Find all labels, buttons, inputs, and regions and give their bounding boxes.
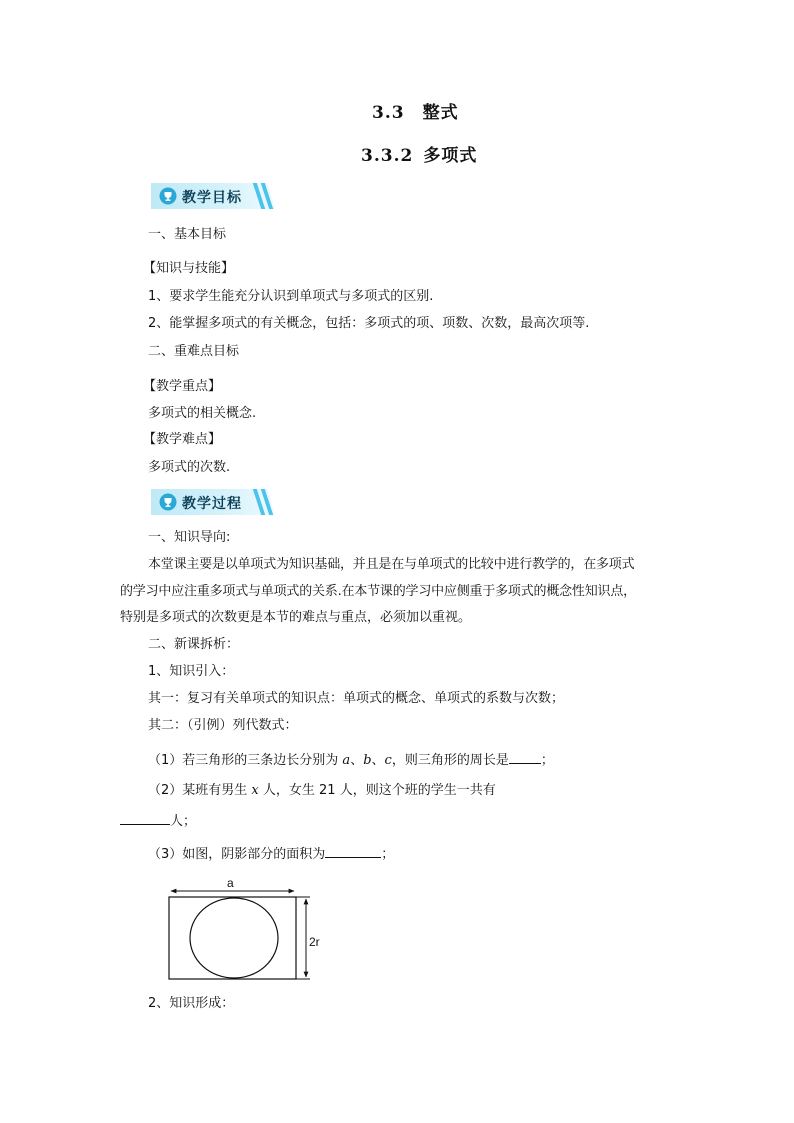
answer-blank-1[interactable] [509,751,541,764]
process-heading-new: 二、新课拆析： [148,637,240,652]
banner-label: 教学目标 [182,190,242,206]
teaching-process-banner [151,489,275,515]
banner-label: 教学过程 [182,496,242,512]
review-item-1: 其一：复习有关单项式的知识点：单项式的概念、单项式的系数与次数； [148,691,565,706]
difficulty-text: 多项式的次数. [148,460,231,475]
answer-blank-3[interactable] [325,845,381,858]
rectangle-circle-figure [160,873,330,985]
trophy-icon [159,493,177,511]
width-label: a [227,876,234,890]
goal-item-2: 2、能掌握多项式的有关概念，包括：多项式的项、项数、次数，最高次项等. [148,316,590,331]
answer-blank-2[interactable] [120,812,170,825]
goals-heading-key: 二、重难点目标 [148,344,240,359]
difficulty-heading: 【教学难点】 [143,432,222,447]
trophy-icon [159,187,177,205]
knowledge-intro-heading: 1、知识引入： [148,664,235,679]
example-2: （2）某班有男生 x 人，女生 21 人，则这个班的学生一共有 [148,783,496,798]
knowledge-skills-heading: 【知识与技能】 [143,261,235,276]
goal-item-1: 1、要求学生能充分认识到单项式与多项式的区别. [148,289,434,304]
teaching-goals-banner [151,183,275,209]
key-point-text: 多项式的相关概念. [148,406,257,421]
intro-paragraph-line-3: 特别是多项式的次数更是本节的难点与重点，必须加以重视。 [120,610,472,625]
example-3: （3）如图，阴影部分的面积为 ； [148,847,395,862]
knowledge-formation-heading: 2、知识形成： [148,996,235,1011]
height-label: 2r [309,935,320,949]
key-point-heading: 【教学重点】 [143,379,222,394]
subsection-title: 3.3.2 多项式 [361,146,478,166]
example-2-continued: 人； [120,812,196,831]
section-title: 3.3 整式 [372,103,459,123]
example-1: （1）若三角形的三条边长分别为 a、b、c，则三角形的周长是 ； [148,753,554,768]
intro-paragraph-line-2: 的学习中应注重多项式与单项式的关系.在本节课的学习中应侧重于多项式的概念性知识点， [120,584,636,599]
review-item-2: 其二：（引例）列代数式： [148,718,298,733]
intro-paragraph-line-1: 本堂课主要是以单项式为知识基础，并且是在与单项式的比较中进行教学的，在多项式 [148,557,635,572]
goals-heading-basic: 一、基本目标 [148,227,227,242]
process-heading-intro: 一、知识导向: [148,530,231,545]
inner-circle [190,898,278,978]
